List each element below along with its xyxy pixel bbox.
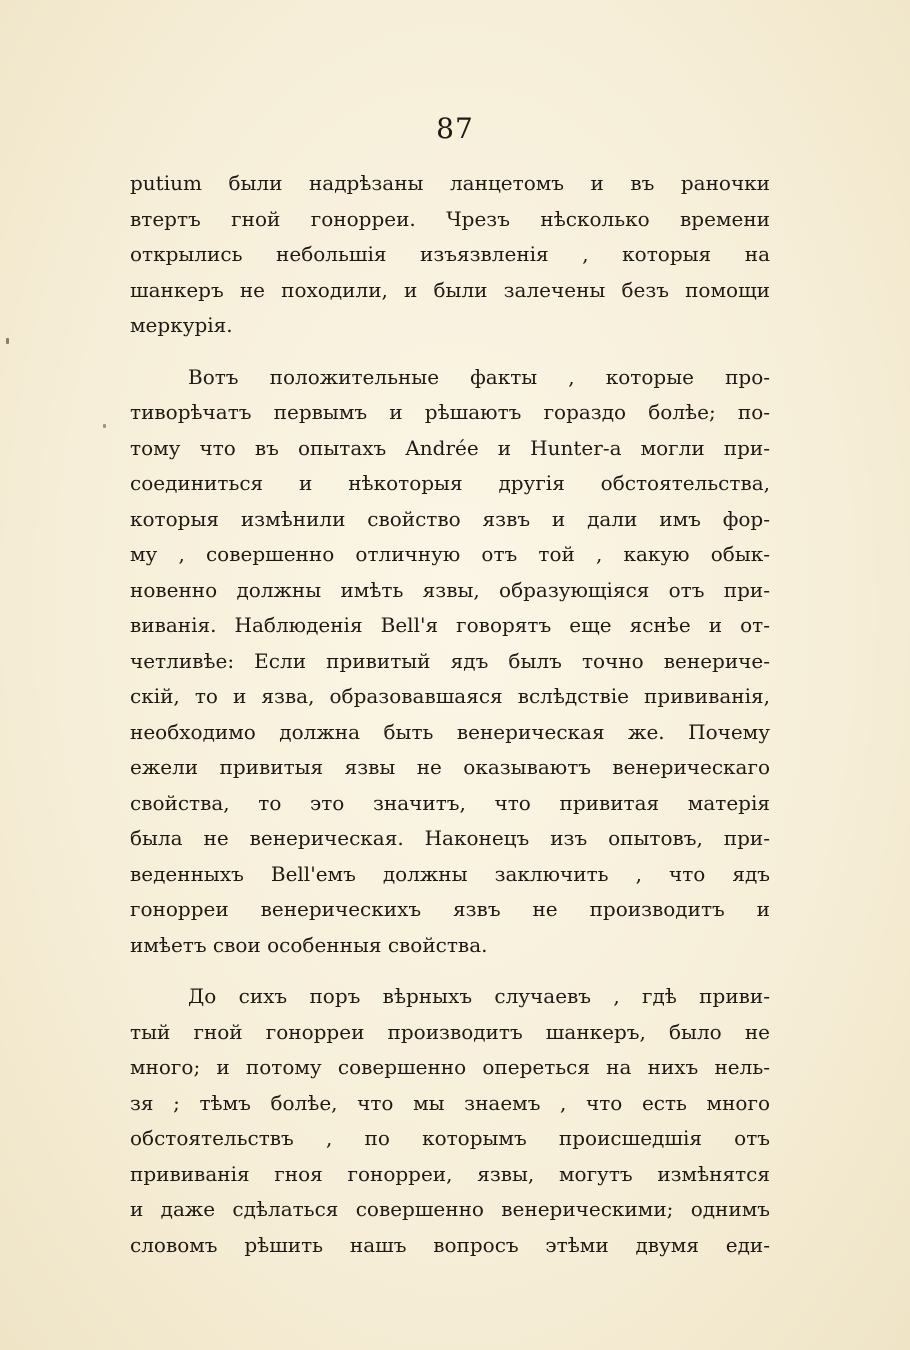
paragraph-spacer bbox=[130, 963, 770, 979]
text-line: открылись небольшія изъязвленія , которыя на bbox=[130, 242, 770, 266]
text-line: тый гной гонорреи производитъ шанкеръ, было не bbox=[130, 1019, 770, 1044]
paragraph-spacer bbox=[130, 344, 770, 360]
text-line: которыя измѣнили свойство язвъ и дали имъ фор- bbox=[130, 506, 770, 531]
text-line: имѣетъ свои особенныя свойства. bbox=[130, 932, 488, 957]
margin-speck bbox=[6, 338, 9, 344]
text-line: и даже сдѣлаться совершенно венерическими; однимъ bbox=[130, 1197, 770, 1221]
paragraph bbox=[130, 166, 770, 344]
text-line: ежели привитыя язвы не оказываютъ венерическаго bbox=[130, 755, 770, 779]
paragraph bbox=[130, 360, 770, 964]
text-line: обстоятельствъ , по которымъ происшедшія отъ bbox=[130, 1126, 770, 1150]
text-line: Вотъ положительные факты , которые про- bbox=[188, 364, 770, 389]
text-line: веденныхъ Bell'емъ должны заключить , что ядъ bbox=[130, 861, 770, 886]
text-line: putium были надрѣзаны ланцетомъ и въ раночки bbox=[130, 171, 770, 195]
text-line: меркурія. bbox=[130, 313, 233, 337]
text-line: До сихъ поръ вѣрныхъ случаевъ , гдѣ приви- bbox=[188, 984, 770, 1008]
text-line: гонорреи венерическихъ язвъ не производитъ и bbox=[130, 897, 770, 921]
margin-speck bbox=[103, 424, 106, 428]
text-line: много; и потому совершенно опереться на нихъ нель- bbox=[130, 1055, 770, 1079]
text-line: прививанія гноя гонорреи, язвы, могутъ измѣнятся bbox=[130, 1161, 770, 1186]
text-line: му , совершенно отличную отъ той , какую обык- bbox=[130, 542, 770, 566]
page-number: 87 bbox=[436, 112, 474, 145]
text-line: зя ; тѣмъ болѣе, что мы знаемъ , что есть много bbox=[130, 1090, 770, 1115]
text-line: тиворѣчатъ первымъ и рѣшаютъ гораздо болѣе; по- bbox=[130, 400, 770, 424]
text-line: тому что въ опытахъ Andrée и Hunter-а могли при- bbox=[130, 435, 770, 460]
text-line: свойства, то это значитъ, что привитая матерія bbox=[130, 790, 770, 815]
text-line: необходимо должна быть венерическая же. Почему bbox=[130, 719, 770, 744]
text-line: виванія. Наблюденія Bell'я говорятъ еще яснѣе и от- bbox=[130, 613, 770, 637]
text-line: словомъ рѣшить нашъ вопросъ этѣми двумя еди- bbox=[130, 1232, 770, 1257]
text-line: была не венерическая. Наконецъ изъ опытовъ, при- bbox=[130, 826, 770, 850]
text-line: скій, то и язва, образовавшаяся вслѣдствіе прививанія, bbox=[130, 684, 770, 708]
text-line: шанкеръ не походили, и были залечены безъ помощи bbox=[130, 277, 770, 302]
text-line: новенно должны имѣть язвы, образующіяся отъ при- bbox=[130, 577, 770, 602]
body-text bbox=[130, 166, 770, 1263]
text-line: соединиться и нѣкоторыя другія обстоятельства, bbox=[130, 471, 770, 495]
paragraph bbox=[130, 979, 770, 1263]
text-line: четливѣе: Если привитый ядъ былъ точно венериче- bbox=[130, 648, 770, 673]
text-line: втертъ гной гонорреи. Чрезъ нѣсколько времени bbox=[130, 206, 770, 231]
